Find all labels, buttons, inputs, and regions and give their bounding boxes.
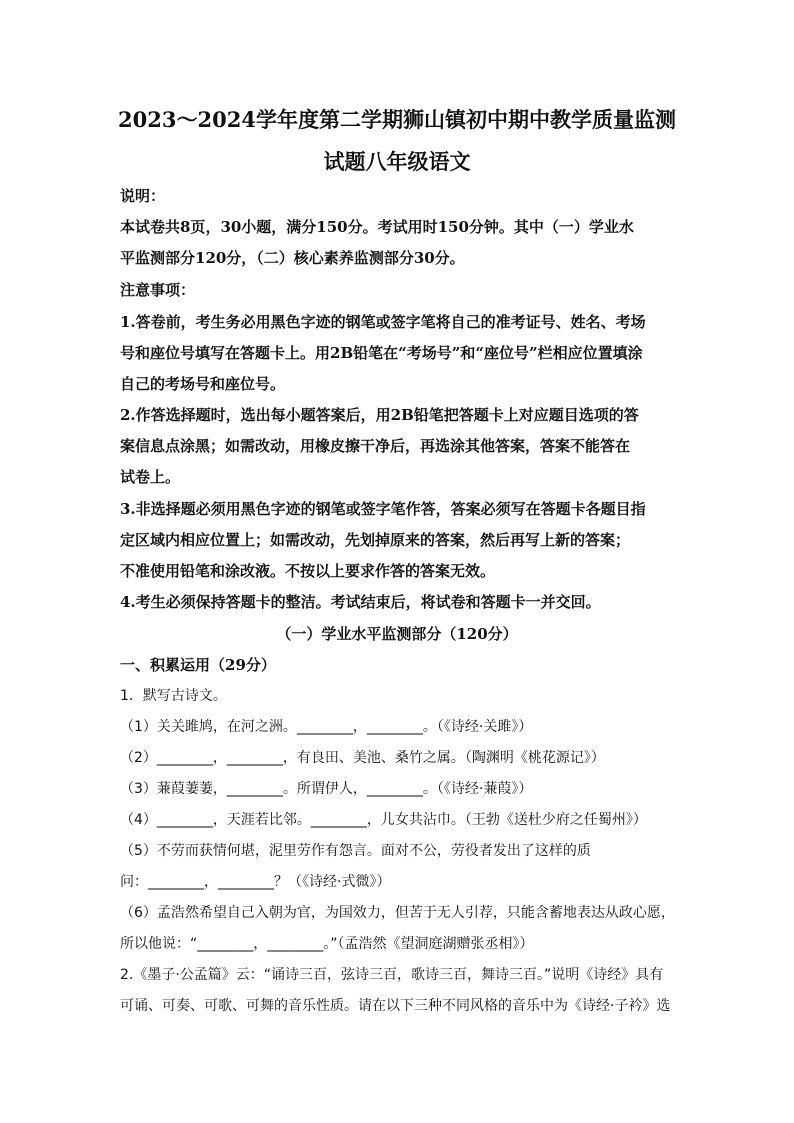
notes-line: 1.答卷前，考生务必用黑色字迹的钢笔或签字笔将自己的准考证号、姓名、考场	[120, 313, 646, 331]
instructions-line: 平监测部分120分，（二）核心素养监测部分30分。	[120, 249, 465, 267]
notes-line: 试卷上。	[120, 468, 181, 486]
section1-heading: 一、积累运用（29分）	[120, 656, 276, 674]
notes-line: 3.非选择题必须用黑色字迹的钢笔或签字笔作答，答案必须写在答题卡各题目指	[120, 500, 646, 518]
question-line: 1．默写古诗文。	[120, 688, 227, 704]
question-line: 可诵、可奏、可歌、可舞的音乐性质。请在以下三种不同风格的音乐中为《诗经·子衿》选	[120, 998, 671, 1014]
instructions-line: 本试卷共8页，30小题，满分150分。考试用时150分钟。其中（一）学业水	[120, 218, 634, 236]
instructions-label: 说明：	[120, 187, 166, 205]
question-line: （5）不劳而获情何堪，泥里劳作有怨言。面对不公，劳役者发出了这样的质	[120, 843, 591, 859]
notes-line: 4.考生必须保持答题卡的整洁。考试结束后，将试卷和答题卡一并交回。	[120, 593, 601, 611]
question-line: （3）蒹葭萋萋，________。所谓伊人，________。（《诗经·蒹葭》）	[120, 781, 533, 797]
question-line: 所以他说：“________，________。”（孟浩然《望洞庭湖赠张丞相》）	[120, 936, 534, 952]
notes-line: 自己的考场号和座位号。	[120, 375, 286, 393]
exam-title-line2: 试题八年级语文	[323, 149, 471, 174]
question-line: （6）孟浩然希望自己入朝为官，为国效力，但苦于无人引荐，只能含蓄地表达从政心愿，	[120, 905, 675, 921]
notes-label: 注意事项：	[120, 281, 196, 299]
notes-line: 2.作答选择题时，选出每小题答案后，用2B铅笔把答题卡上对应题目选项的答	[120, 406, 639, 424]
question-line: 2.《墨子·公孟篇》云：“诵诗三百，弦诗三百，歌诗三百，舞诗三百。”说明《诗经》具有	[120, 967, 664, 983]
question-line: 问：________，________？（《诗经·式微》）	[120, 874, 391, 890]
notes-line: 定区域内相应位置上；如需改动，先划掉原来的答案，然后再写上新的答案；	[120, 531, 631, 549]
question-line: （1）关关雎鸠，在河之洲。________，________。（《诗经·关雎》）	[120, 719, 533, 735]
notes-line: 案信息点涂黑；如需改动，用橡皮擦干净后，再选涂其他答案，答案不能答在	[120, 437, 631, 455]
notes-line: 号和座位号填写在答题卡上。用2B铅笔在“考场号”和“座位号”栏相应位置填涂	[120, 344, 643, 362]
question-line: （4）________，天涯若比邻。________，儿女共沾巾。（王勃《送杜少府之任蜀州》）	[120, 812, 647, 828]
notes-line: 不准使用铅笔和涂改液。不按以上要求作答的答案无效。	[120, 562, 496, 580]
question-line: （2）________，________，有良田、美池、桑竹之属。（陶渊明《桃花源记》）	[120, 750, 605, 766]
exam-title-line1: 2023～2024学年度第二学期狮山镇初中期中教学质量监测	[118, 107, 676, 132]
part1-heading: （一）学业水平监测部分（120分）	[276, 625, 518, 643]
